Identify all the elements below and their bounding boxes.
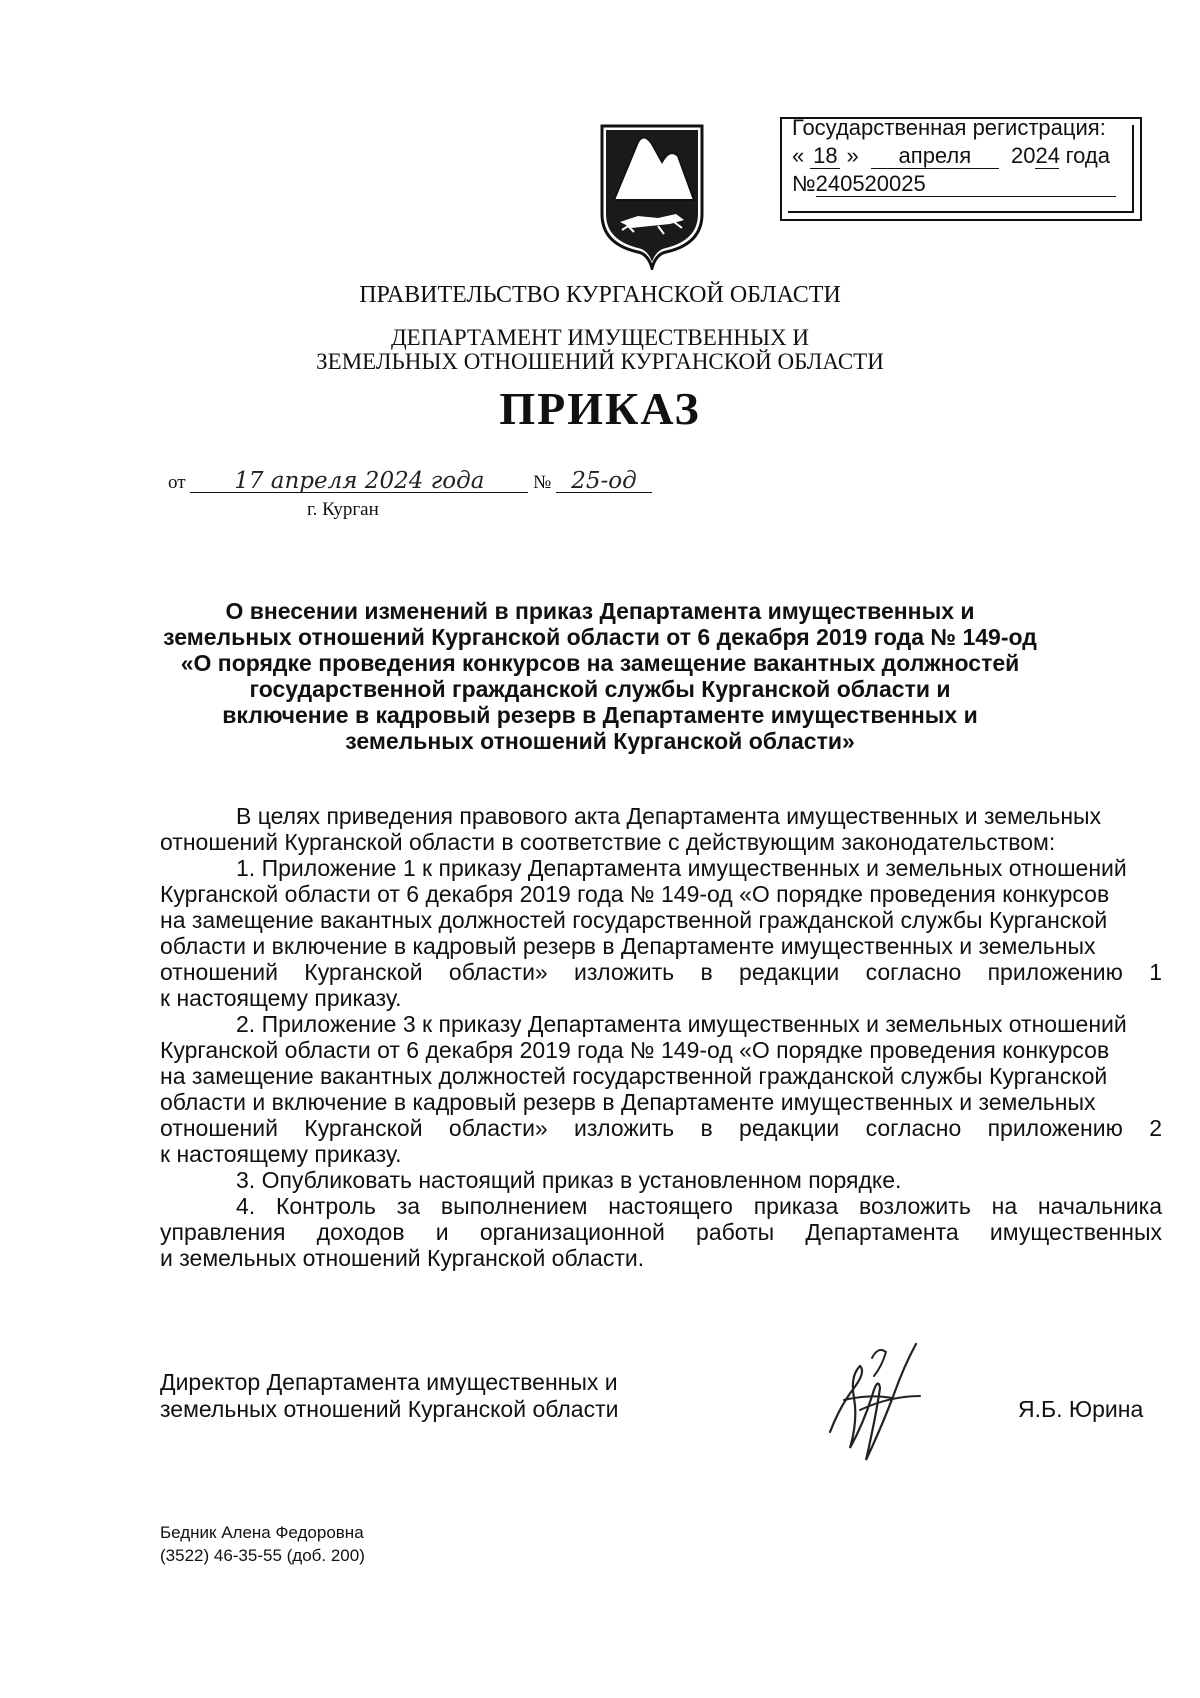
subject-line: земельных отношений Курганской области» <box>345 728 855 754</box>
registration-title: Государственная регистрация: <box>792 115 1106 140</box>
body-paragraph-1-line: области и включение в кадровый резерв в Департаменте имущественных и земельных <box>160 933 1096 959</box>
order-number-label: № <box>533 472 552 493</box>
registration-month: апреля <box>871 144 999 169</box>
signatory-title-line2: земельных отношений Курганской области <box>160 1396 619 1422</box>
registration-stamp <box>780 117 1142 221</box>
body-paragraph-2-line: области и включение в кадровый резерв в Департаменте имущественных и земельных <box>160 1089 1096 1115</box>
body-paragraph-1-line: 1. Приложение 1 к приказу Департамента имущественных и земельных отношений <box>236 855 1127 881</box>
body-paragraph-1-line: Курганской области от 6 декабря 2019 года № 149-од «О порядке проведения конкурсов <box>160 881 1110 907</box>
body-paragraph-1-line: к настоящему приказу. <box>160 985 402 1011</box>
body-paragraph-4-line: управления доходов и организационной работы Департамента имущественных <box>160 1219 1162 1245</box>
city: г. Курган <box>307 499 379 520</box>
body-intro-line: В целях приведения правового акта Департамента имущественных и земельных <box>236 803 1102 829</box>
government-title: ПРАВИТЕЛЬСТВО КУРГАНСКОЙ ОБЛАСТИ <box>359 282 841 308</box>
executor-name: Бедник Алена Федоровна <box>160 1523 364 1542</box>
registration-year: 24 <box>1035 143 1060 168</box>
from-label: от <box>168 472 186 493</box>
department-title-line2: ЗЕМЕЛЬНЫХ ОТНОШЕНИЙ КУРГАНСКОЙ ОБЛАСТИ <box>316 349 884 374</box>
body-paragraph-1-line: отношений Курганской области» изложить в редакции согласно приложению 1 <box>160 959 1162 985</box>
registration-number-value: 240520025 <box>816 172 1116 197</box>
body-paragraph-2-line: 2. Приложение 3 к приказу Департамента имущественных и земельных отношений <box>236 1011 1127 1037</box>
body-paragraph-1-line: на замещение вакантных должностей государственной гражданской службы Курганской <box>160 907 1108 933</box>
signatory-title-line1: Директор Департамента имущественных и <box>160 1369 618 1395</box>
body-paragraph-4-line: и земельных отношений Курганской области. <box>160 1245 645 1271</box>
body-paragraph-3-line: 3. Опубликовать настоящий приказ в установленном порядке. <box>236 1167 902 1193</box>
body-paragraph-2-line: Курганской области от 6 декабря 2019 года № 149-од «О порядке проведения конкурсов <box>160 1037 1110 1063</box>
subject-line: государственной гражданской службы Курганской области и <box>249 676 951 702</box>
registration-day: 18 <box>810 144 840 169</box>
subject-line: земельных отношений Курганской области от 6 декабря 2019 года № 149-од <box>163 624 1037 650</box>
executor-phone: (3522) 46-35-55 (доб. 200) <box>160 1546 365 1565</box>
registration-date: « 18 » апреля 2024 года <box>792 143 1110 168</box>
body-intro-line: отношений Курганской области в соответствие с действующим законодательством: <box>160 829 1056 855</box>
signatory-name: Я.Б. Юрина <box>1018 1396 1144 1422</box>
registration-number: №240520025 <box>792 171 1116 197</box>
body-paragraph-2-line: отношений Курганской области» изложить в редакции согласно приложению 2 <box>160 1115 1162 1141</box>
body-paragraph-2-line: к настоящему приказу. <box>160 1141 402 1167</box>
department-title-line1: ДЕПАРТАМЕНТ ИМУЩЕСТВЕННЫХ И <box>390 325 810 350</box>
order-date-handwritten: 17 апреля 2024 года <box>190 470 528 493</box>
document-type: ПРИКАЗ <box>499 383 701 434</box>
coat-of-arms-emblem <box>598 122 706 270</box>
handwritten-signature <box>820 1336 930 1468</box>
order-date-line <box>168 470 652 494</box>
body-paragraph-2-line: на замещение вакантных должностей государственной гражданской службы Курганской <box>160 1063 1108 1089</box>
subject-line: включение в кадровый резерв в Департаменте имущественных и <box>222 702 978 728</box>
body-paragraph-4-line: 4. Контроль за выполнением настоящего приказа возложить на начальника <box>236 1193 1162 1219</box>
order-number-handwritten: 25-од <box>556 470 652 493</box>
subject-line: «О порядке проведения конкурсов на замещение вакантных должностей <box>180 650 1020 676</box>
subject-line: О внесении изменений в приказ Департамента имущественных и <box>225 598 975 624</box>
